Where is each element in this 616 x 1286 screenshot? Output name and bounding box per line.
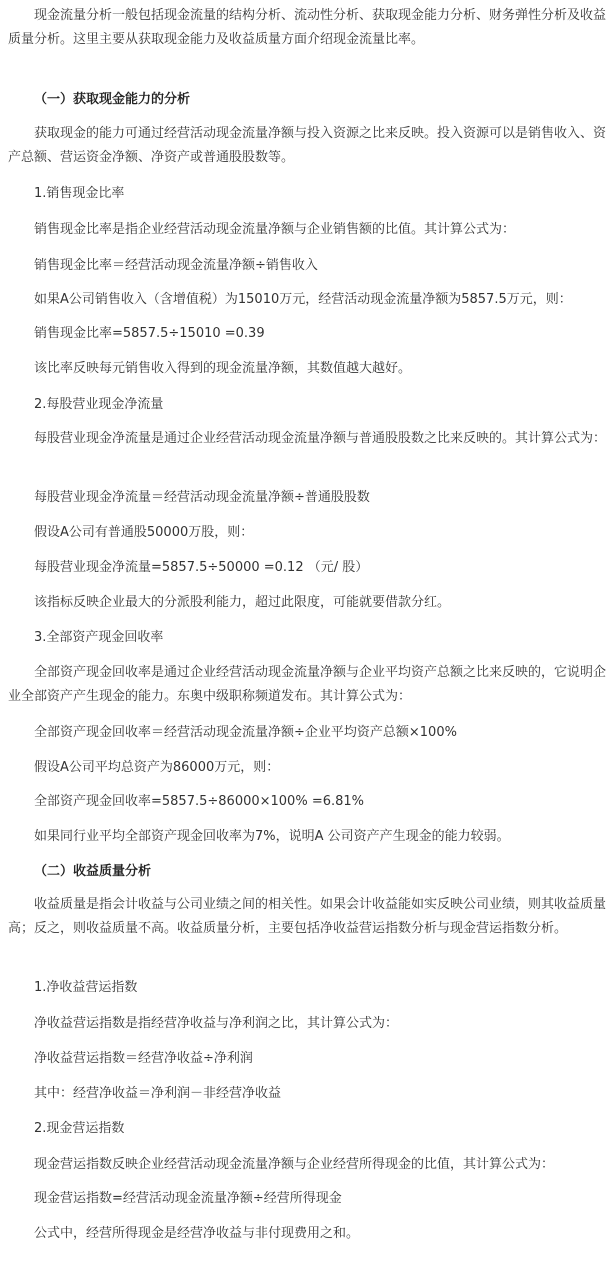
- item-heading-net-income-index: 1.净收益营运指数: [34, 980, 138, 995]
- section2-description: 收益质量是指会计收益与公司业绩之间的相关性。如果会计收益能如实反映公司业绩，则其收益质量高；反之，则收益质量不高。收益质量分析，主要包括净收益营运指数分析与现金营运指数分析。: [8, 897, 607, 936]
- section-heading-cash-ability: （一）获取现金能力的分析: [34, 92, 191, 107]
- item-heading-asset-cash-recovery: 3.全部资产现金回收率: [34, 630, 164, 645]
- item-heading-cash-per-share: 2.每股营业现金净流量: [34, 397, 164, 412]
- example-text: 如果A公司销售收入（含增值税）为15010万元，经营活动现金流量净额为5857.5万元，则：: [34, 292, 572, 307]
- note-text: 该指标反映企业最大的分派股利能力，超过此限度，可能就要借款分红。: [34, 595, 451, 610]
- note-text: 公式中，经营所得现金是经营净收益与非付现费用之和。: [34, 1226, 360, 1241]
- calculation-text: 销售现金比率=5857.5÷15010 =0.39: [34, 326, 265, 341]
- definition-text: 销售现金比率是指企业经营活动现金流量净额与企业销售额的比值。其计算公式为：: [34, 222, 516, 237]
- definition-text: 净收益营运指数是指经营净收益与净利润之比，其计算公式为：: [34, 1016, 399, 1031]
- formula-where-text: 其中：经营净收益＝净利润－非经营净收益: [34, 1086, 282, 1101]
- item-heading-cash-operating-index: 2.现金营运指数: [34, 1121, 125, 1136]
- formula-text: 净收益营运指数＝经营净收益÷净利润: [34, 1051, 253, 1066]
- calculation-text: 每股营业现金净流量=5857.5÷50000 =0.12 （元/ 股）: [34, 560, 369, 575]
- note-text: 如果同行业平均全部资产现金回收率为7%，说明A 公司资产产生现金的能力较弱。: [34, 829, 510, 844]
- formula-text: 销售现金比率＝经营活动现金流量净额÷销售收入: [34, 258, 318, 273]
- formula-text: 现金营运指数=经营活动现金流量净额÷经营所得现金: [34, 1191, 342, 1206]
- item-heading-sales-cash-ratio: 1.销售现金比率: [34, 186, 125, 201]
- section1-description: 获取现金的能力可通过经营活动现金流量净额与投入资源之比来反映。投入资源可以是销售收入、资产总额、营运资金净额、净资产或普通股股数等。: [8, 126, 607, 165]
- example-text: 假设A公司平均总资产为86000万元，则：: [34, 760, 280, 775]
- definition-text: 现金营运指数反映企业经营活动现金流量净额与企业经营所得现金的比值，其计算公式为：: [34, 1157, 555, 1172]
- definition-text: 每股营业现金净流量是通过企业经营活动现金流量净额与普通股股数之比来反映的。其计算公式为：: [34, 431, 607, 446]
- example-text: 假设A公司有普通股50000万股，则：: [34, 525, 254, 540]
- formula-text: 全部资产现金回收率＝经营活动现金流量净额÷企业平均资产总额×100%: [34, 725, 457, 740]
- intro-paragraph: 现金流量分析一般包括现金流量的结构分析、流动性分析、获取现金能力分析、财务弹性分析及收益质量分析。这里主要从获取现金能力及收益质量方面介绍现金流量比率。: [8, 8, 607, 47]
- formula-text: 每股营业现金净流量＝经营活动现金流量净额÷普通股股数: [34, 490, 370, 505]
- definition-text: 全部资产现金回收率是通过企业经营活动现金流量净额与企业平均资产总额之比来反映的，它说明企业全部资产产生现金的能力。东奥中级职称频道发布。其计算公式为：: [8, 665, 607, 704]
- section-heading-earnings-quality: （二）收益质量分析: [34, 864, 152, 879]
- calculation-text: 全部资产现金回收率=5857.5÷86000×100% =6.81%: [34, 794, 365, 809]
- note-text: 该比率反映每元销售收入得到的现金流量净额，其数值越大越好。: [34, 361, 412, 376]
